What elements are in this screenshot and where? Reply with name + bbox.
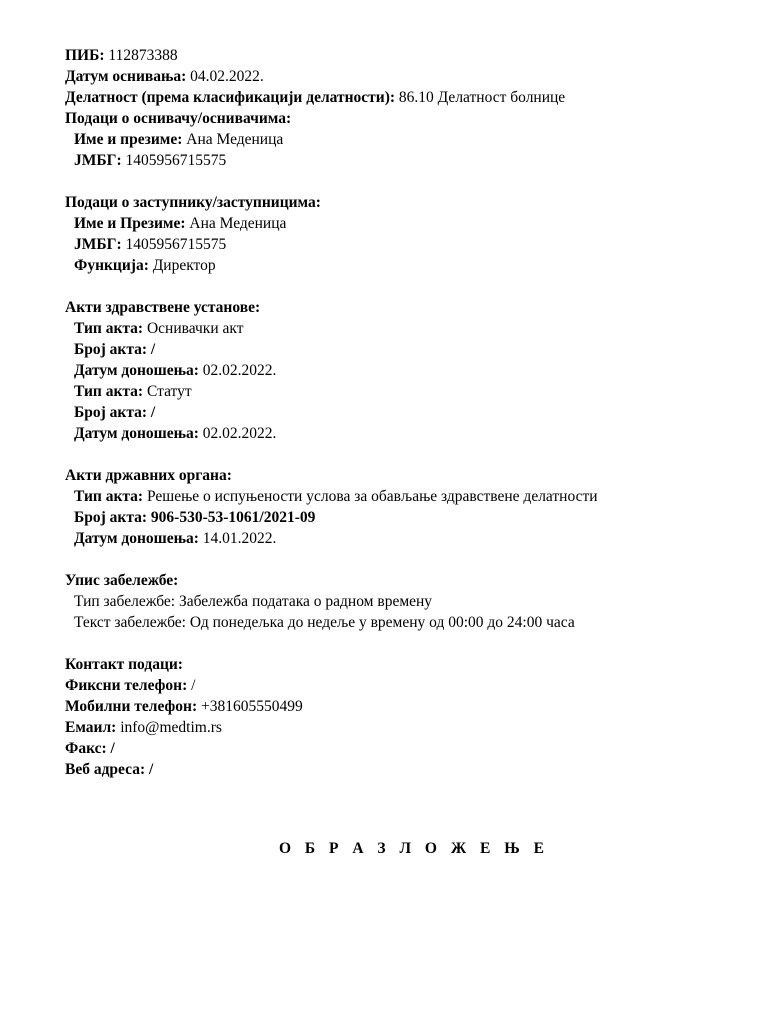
representative-jmbg-value: 1405956715575 bbox=[121, 236, 227, 253]
state-act-type-line bbox=[65, 486, 745, 507]
activity-value: 86.10 Делатност болнице bbox=[395, 89, 566, 106]
mobile-label: Мобилни телефон: bbox=[65, 698, 198, 715]
state-act-number-line: Број акта: 906-530-53-1061/2021-09 bbox=[74, 509, 316, 526]
act-number-line: Број акта: / bbox=[74, 404, 156, 421]
pib-label: ПИБ: bbox=[65, 47, 105, 64]
landline-value: / bbox=[187, 677, 196, 694]
state-act-date-value: 14.01.2022. bbox=[198, 530, 277, 547]
contact-heading: Контакт подаци: bbox=[65, 656, 183, 673]
activity-label: Делатност (према класификацији делатности): bbox=[65, 89, 396, 106]
state-act-date-label: Датум доношења: bbox=[74, 530, 199, 547]
founder-name-line bbox=[65, 129, 745, 150]
representatives-heading: Подаци о заступнику/заступницима: bbox=[65, 194, 321, 211]
representative-jmbg-line bbox=[65, 234, 745, 255]
act-date-label: Датум доношења: bbox=[74, 425, 199, 442]
founder-jmbg-label: ЈМБГ: bbox=[74, 152, 122, 169]
activity-line bbox=[65, 87, 745, 108]
act-date-line bbox=[65, 423, 745, 444]
act-date-label: Датум доношења: bbox=[74, 362, 199, 379]
representative-name-value: Ана Меденица bbox=[185, 215, 287, 232]
state-act-type-value: Решење о испуњености услова за обављање здравствене делатности bbox=[143, 488, 598, 505]
act-date-value: 02.02.2022. bbox=[198, 362, 277, 379]
representative-name-label: Име и Презиме: bbox=[74, 215, 186, 232]
founder-name-label: Име и презиме: bbox=[74, 131, 183, 148]
act-type-line bbox=[65, 318, 745, 339]
mobile-line bbox=[65, 696, 745, 717]
landline-line bbox=[65, 675, 745, 696]
state-acts-heading: Акти државних органа: bbox=[65, 467, 232, 484]
web-line: Веб адреса: / bbox=[65, 761, 154, 778]
founder-jmbg-value: 1405956715575 bbox=[121, 152, 227, 169]
document-body bbox=[65, 45, 745, 780]
section-heading: О Б Р А З Л О Ж Е Њ Е bbox=[278, 840, 550, 857]
mobile-value: +381605550499 bbox=[197, 698, 303, 715]
representative-function-line bbox=[65, 255, 745, 276]
founder-jmbg-line bbox=[65, 150, 745, 171]
act-number-line: Број акта: / bbox=[74, 341, 156, 358]
institution-acts-heading: Акти здравствене установе: bbox=[65, 299, 261, 316]
email-value: info@medtim.rs bbox=[116, 719, 222, 736]
note-type-line: Тип забележбе: Забележба података о радном времену bbox=[74, 593, 433, 610]
representative-jmbg-label: ЈМБГ: bbox=[74, 236, 122, 253]
act-date-value: 02.02.2022. bbox=[198, 425, 277, 442]
landline-label: Фиксни телефон: bbox=[65, 677, 188, 694]
state-act-type-label: Тип акта: bbox=[74, 488, 144, 505]
note-text-line: Текст забележбе: Од понедељка до недеље у времену од 00:00 до 24:00 часа bbox=[74, 614, 575, 631]
representative-name-line bbox=[65, 213, 745, 234]
note-entry-heading: Упис забележбе: bbox=[65, 572, 179, 589]
act-type-label: Тип акта: bbox=[74, 383, 144, 400]
founding-date-label: Датум оснивања: bbox=[65, 68, 187, 85]
founding-date-line bbox=[65, 66, 745, 87]
act-type-label: Тип акта: bbox=[74, 320, 144, 337]
email-line bbox=[65, 717, 745, 738]
email-label: Емаил: bbox=[65, 719, 117, 736]
pib-value: 112873388 bbox=[104, 47, 178, 64]
act-date-line bbox=[65, 360, 745, 381]
state-act-date-line bbox=[65, 528, 745, 549]
pib-line bbox=[65, 45, 745, 66]
act-type-value: Оснивачки акт bbox=[143, 320, 244, 337]
act-type-value: Статут bbox=[143, 383, 192, 400]
fax-line: Факс: / bbox=[65, 740, 115, 757]
representative-function-label: Функција: bbox=[74, 257, 149, 274]
founding-date-value: 04.02.2022. bbox=[186, 68, 264, 85]
act-type-line bbox=[65, 381, 745, 402]
founders-heading: Подаци о оснивачу/оснивачима: bbox=[65, 110, 292, 127]
representative-function-value: Директор bbox=[148, 257, 216, 274]
founder-name-value: Ана Меденица bbox=[182, 131, 284, 148]
